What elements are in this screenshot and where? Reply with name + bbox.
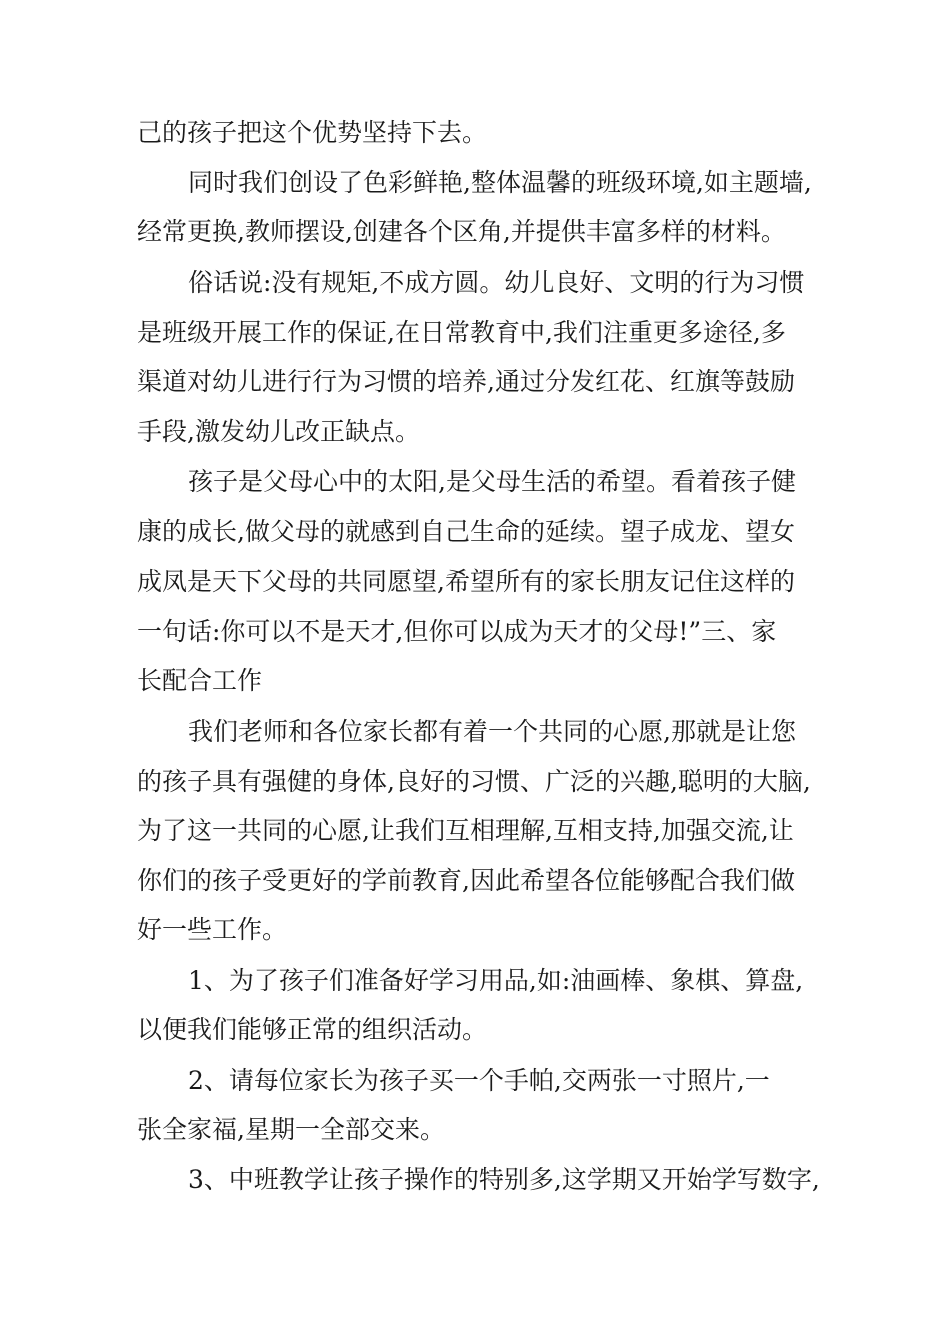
text-line: 经常更换,教师摆设,创建各个区角,并提供丰富多样的材料。 [137, 217, 786, 246]
text-line: 长配合工作 [137, 666, 263, 695]
text-line: 己的孩子把这个优势坚持下去。 [137, 118, 488, 147]
text-line: 康的成长,做父母的就感到自己生命的延续。望子成龙、望女 [137, 517, 795, 546]
text-line: 俗话说:没有规矩,不成方圆。幼儿良好、文明的行为习惯 [188, 268, 805, 297]
text-line: 手段,激发幼儿改正缺点。 [137, 417, 420, 446]
text-line: 我们老师和各位家长都有着一个共同的心愿,那就是让您 [188, 717, 796, 746]
text-line: 为了这一共同的心愿,让我们互相理解,互相支持,加强交流,让 [137, 816, 794, 845]
text-line: 以便我们能够正常的组织活动。 [137, 1015, 488, 1044]
text-line: 你们的孩子受更好的学前教育,因此希望各位能够配合我们做 [137, 866, 795, 895]
text-line: 一句话:你可以不是天才,但你可以成为天才的父母!”三、家 [137, 617, 777, 646]
text-line: 好一些工作。 [137, 915, 288, 944]
text-line: 的孩子具有强健的身体,良好的习惯、广泛的兴趣,聪明的大脑, [137, 767, 811, 796]
text-line: 2、请每位家长为孩子买一个手帕,交两张一寸照片,一 [188, 1066, 770, 1095]
text-line: 张全家福,星期一全部交来。 [137, 1115, 445, 1144]
text-line: 3、中班教学让孩子操作的特别多,这学期又开始学写数字, [188, 1165, 820, 1194]
text-line: 孩子是父母心中的太阳,是父母生活的希望。看着孩子健 [188, 467, 796, 496]
text-line: 渠道对幼儿进行行为习惯的培养,通过分发红花、红旗等鼓励 [137, 367, 795, 396]
text-line: 成凤是天下父母的共同愿望,希望所有的家长朋友记住这样的 [137, 567, 795, 596]
text-line: 1、为了孩子们准备好学习用品,如:油画棒、象棋、算盘, [188, 966, 804, 995]
text-line: 同时我们创设了色彩鲜艳,整体温馨的班级环境,如主题墙, [188, 168, 812, 197]
text-line: 是班级开展工作的保证,在日常教育中,我们注重更多途径,多 [137, 318, 786, 347]
